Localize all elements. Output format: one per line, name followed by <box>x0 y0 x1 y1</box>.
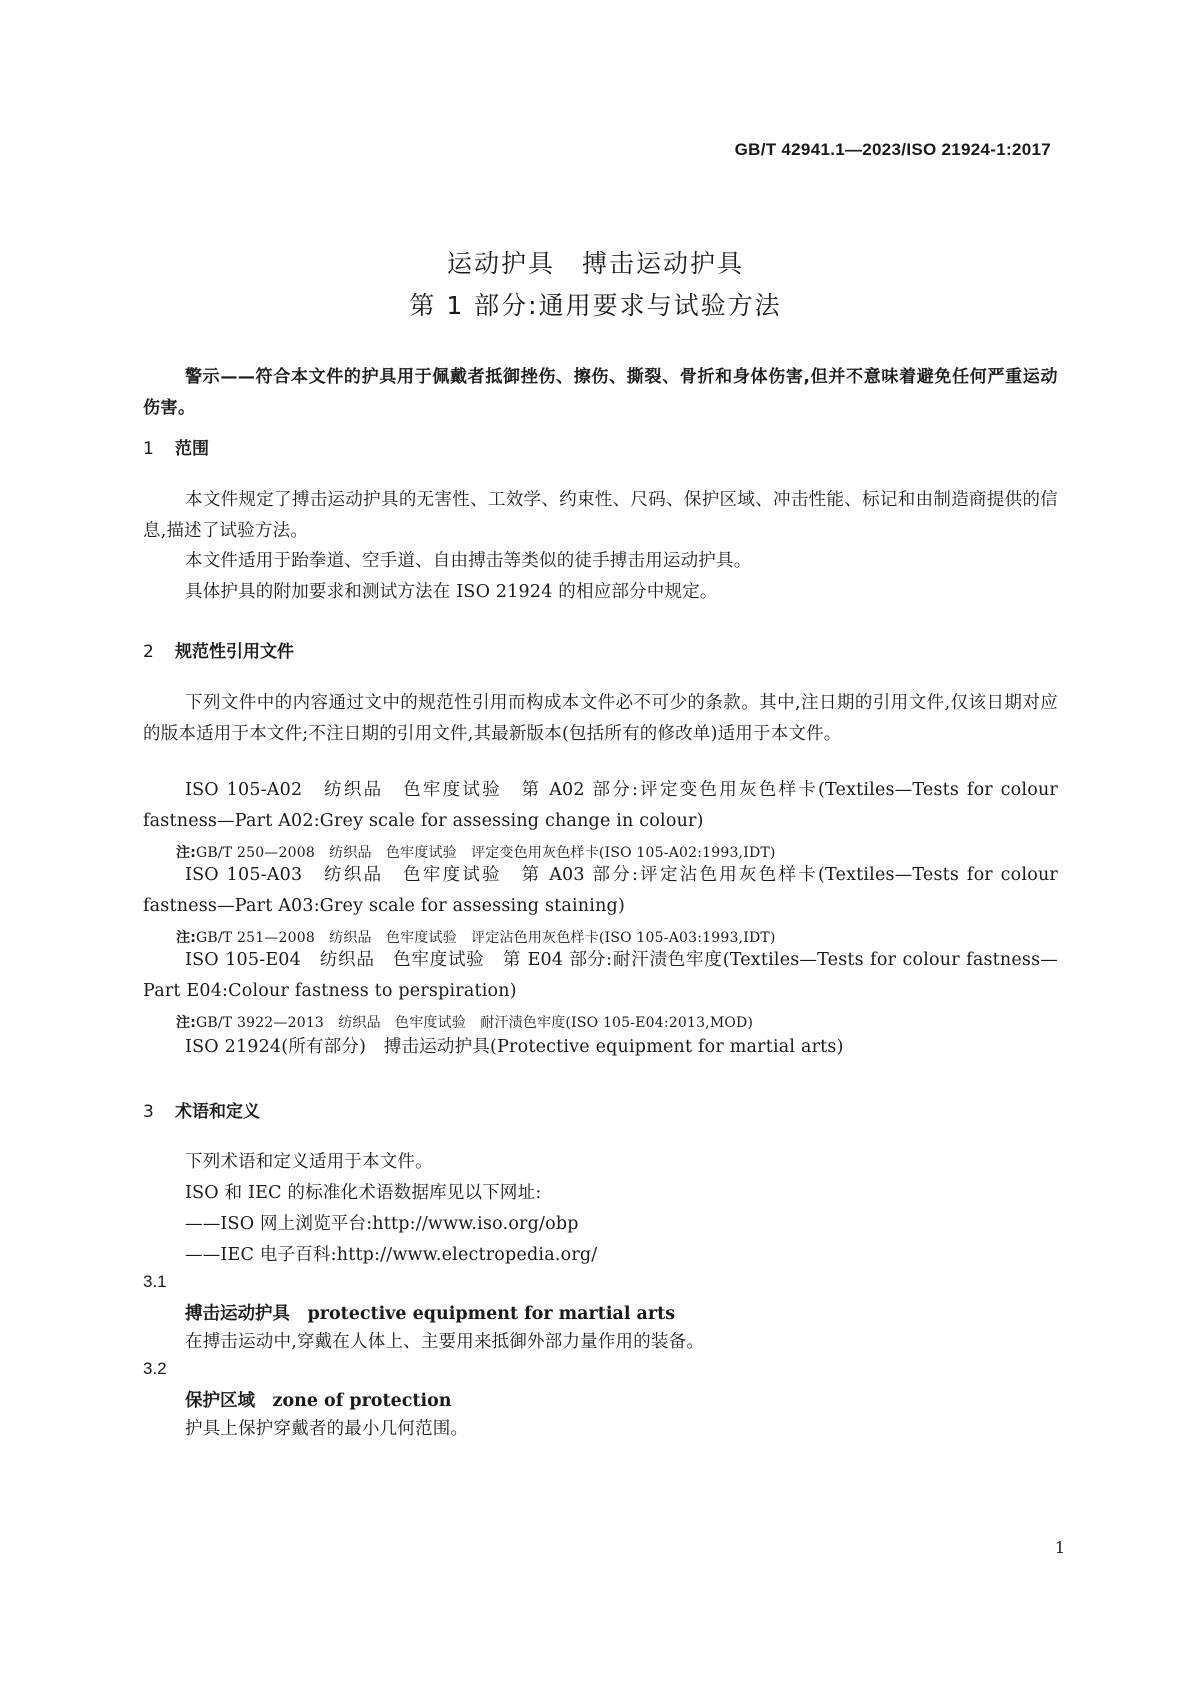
term-definition: 护具上保护穿戴者的最小几何范围。 <box>185 1419 469 1439</box>
note-label: 注: <box>176 1015 196 1031</box>
section-title: 规范性引用文件 <box>175 642 294 662</box>
section-number: 3 <box>143 1102 154 1122</box>
section-1-heading <box>143 434 209 459</box>
section-2-intro: 下列文件中的内容通过文中的规范性引用而构成本文件必不可少的条款。其中,注日期的引用文件,仅该日期对应的版本适用于本文件;不注日期的引用文件,其最新版本(包括所有的修改单)适用于本文件。 <box>143 693 1058 744</box>
section-title: 术语和定义 <box>175 1102 260 1122</box>
term-zh: 搏击运动护具 <box>185 1304 290 1324</box>
term-number: 3.1 <box>143 1272 167 1291</box>
note-label: 注: <box>176 845 196 861</box>
warning-text: 警示——符合本文件的护具用于佩戴者抵御挫伤、擦伤、撕裂、骨折和身体伤害,但并不意味着避免任何严重运动伤害。 <box>143 367 1058 418</box>
reference-note <box>176 842 776 862</box>
term-entry <box>185 1387 451 1412</box>
section-number: 2 <box>143 642 154 662</box>
section-1-paragraph: 本文件规定了搏击运动护具的无害性、工效学、约束性、尺码、保护区域、冲击性能、标记和由制造商提供的信息,描述了试验方法。 <box>143 490 1058 541</box>
term-definition: 在搏击运动中,穿戴在人体上、主要用来抵御外部力量作用的装备。 <box>185 1332 705 1352</box>
term-entry <box>185 1300 675 1325</box>
reference-note <box>176 1012 753 1032</box>
note-text: GB/T 251—2008 纺织品 色牢度试验 评定沾色用灰色样卡(ISO 105-A03:1993,IDT) <box>196 930 776 946</box>
section-3-link-line: ——IEC 电子百科:http://www.electropedia.org/ <box>185 1245 598 1265</box>
section-3-heading <box>143 1097 260 1122</box>
term-en: protective equipment for martial arts <box>307 1304 676 1324</box>
note-label: 注: <box>176 930 196 946</box>
section-2-heading <box>143 637 294 662</box>
reference-item: ISO 21924(所有部分) 搏击运动护具(Protective equipment for martial arts) <box>185 1037 844 1057</box>
reference-item: ISO 105-E04 纺织品 色牢度试验 第 E04 部分:耐汗渍色牢度(Textiles—Tests for colour fastness—Part E04:Colour fastness to perspiration) <box>143 950 1058 1001</box>
document-title-line2: 第 1 部分:通用要求与试验方法 <box>409 291 782 320</box>
section-1-paragraph: 本文件适用于跆拳道、空手道、自由搏击等类似的徒手搏击用运动护具。 <box>185 551 752 571</box>
note-text: GB/T 250—2008 纺织品 色牢度试验 评定变色用灰色样卡(ISO 105-A02:1993,IDT) <box>196 845 776 861</box>
section-3-line: ISO 和 IEC 的标准化术语数据库见以下网址: <box>185 1183 542 1203</box>
note-text: GB/T 3922—2013 纺织品 色牢度试验 耐汗渍色牢度(ISO 105-E04:2013,MOD) <box>196 1015 754 1031</box>
section-title: 范围 <box>175 439 209 459</box>
page-number: 1 <box>1054 1538 1065 1557</box>
document-title-line1: 运动护具 搏击运动护具 <box>446 249 744 278</box>
reference-item: ISO 105-A03 纺织品 色牢度试验 第 A03 部分:评定沾色用灰色样卡(Textiles—Tests for colour fastness—Part A03:Grey scale for assessing staining) <box>143 865 1058 916</box>
term-number: 3.2 <box>143 1359 167 1378</box>
standard-code: GB/T 42941.1—2023/ISO 21924-1:2017 <box>734 140 1051 159</box>
reference-note <box>176 927 776 947</box>
reference-item: ISO 105-A02 纺织品 色牢度试验 第 A02 部分:评定变色用灰色样卡(Textiles—Tests for colour fastness—Part A02:Grey scale for assessing change in colour) <box>143 780 1058 831</box>
section-3-link-line: ——ISO 网上浏览平台:http://www.iso.org/obp <box>185 1214 579 1234</box>
section-number: 1 <box>143 439 154 459</box>
section-1-paragraph: 具体护具的附加要求和测试方法在 ISO 21924 的相应部分中规定。 <box>185 582 718 602</box>
term-zh: 保护区域 <box>185 1391 255 1411</box>
term-en: zone of protection <box>272 1391 452 1411</box>
section-3-line: 下列术语和定义适用于本文件。 <box>185 1152 433 1172</box>
